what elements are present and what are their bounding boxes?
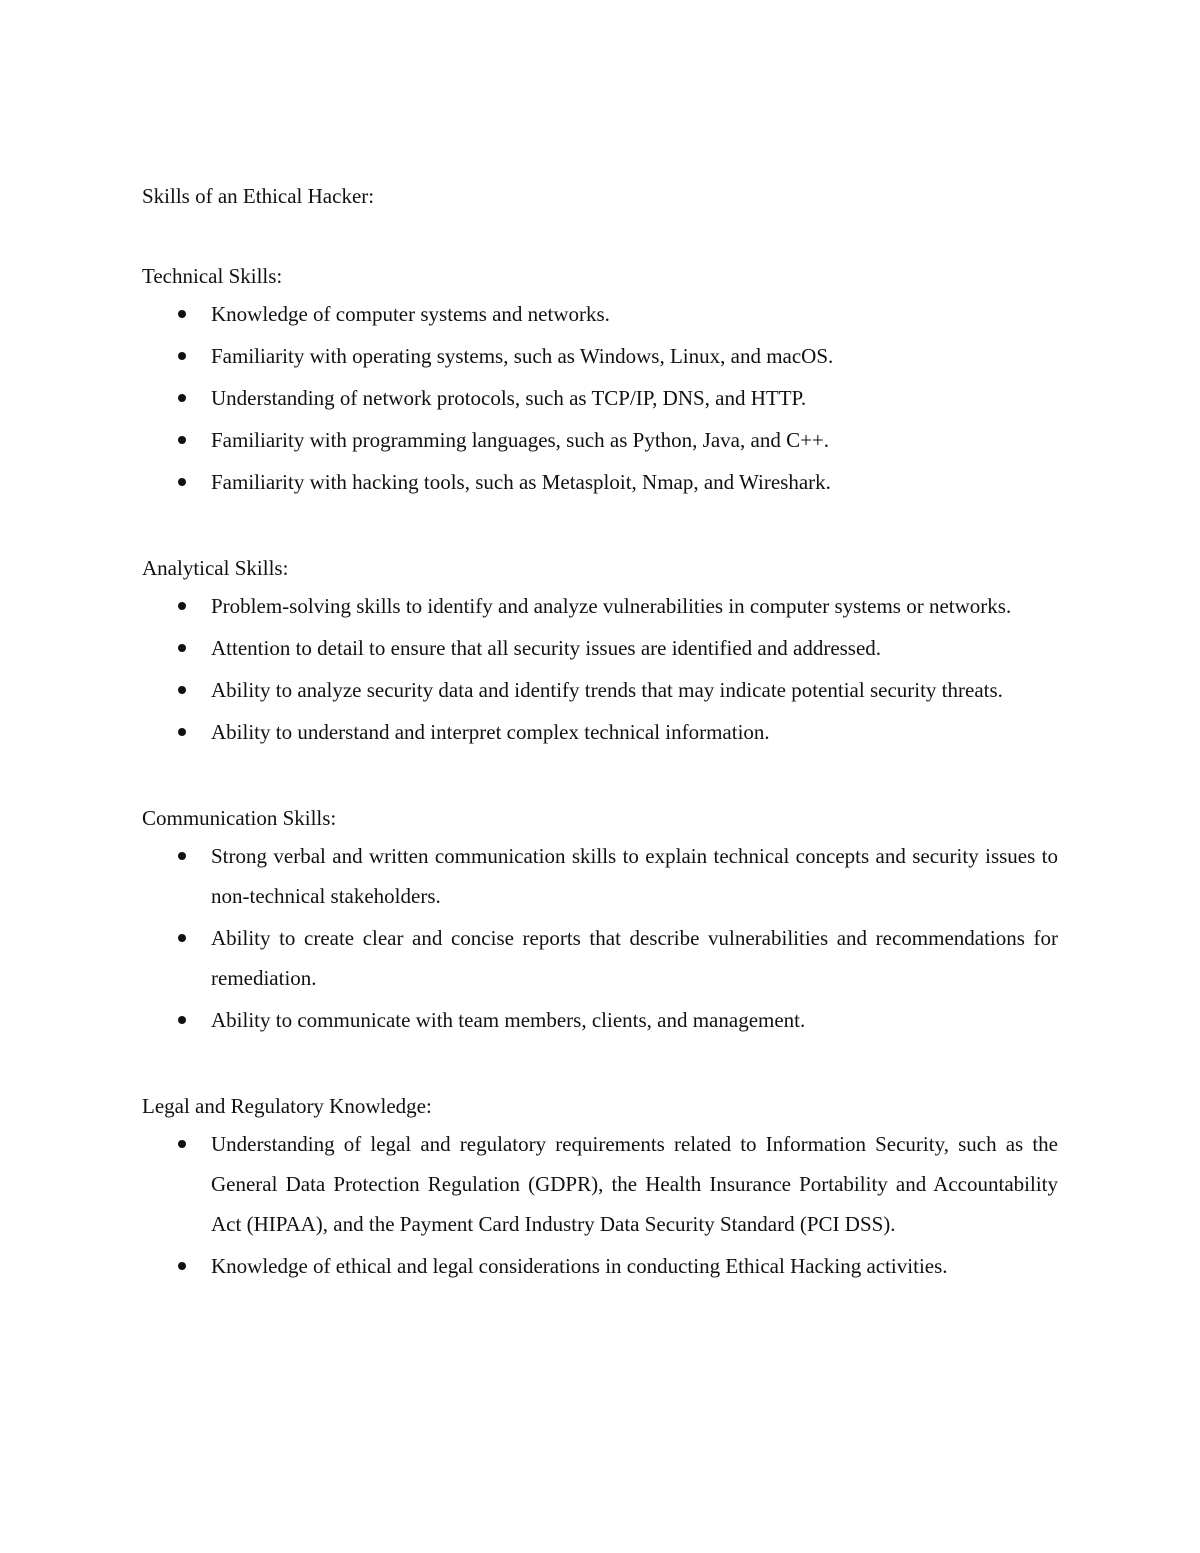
list-item: Ability to analyze security data and identify trends that may indicate potential security threats. [142, 670, 1058, 710]
section-heading: Technical Skills: [142, 264, 283, 288]
bullet-icon [178, 602, 186, 610]
bullet-icon [178, 852, 186, 860]
list-item: Understanding of legal and regulatory requirements related to Information Security, such as the General Data Protection Regulation (GDPR), the Health Insurance Portability and Accountability Act (HIPAA), and the Payment Card Industry Data Security Standard (PCI DSS). [142, 1124, 1058, 1244]
bullet-icon [178, 686, 186, 694]
list-item: Understanding of network protocols, such as TCP/IP, DNS, and HTTP. [142, 378, 1058, 418]
section-legal-regulatory-knowledge [142, 1090, 1058, 1286]
list-item: Problem-solving skills to identify and analyze vulnerabilities in computer systems or networks. [142, 586, 1058, 626]
list-item: Strong verbal and written communication skills to explain technical concepts and security issues to non-technical stakeholders. [142, 836, 1058, 916]
section-technical-skills [142, 260, 1058, 502]
section-heading: Legal and Regulatory Knowledge: [142, 1094, 432, 1118]
list-item: Familiarity with operating systems, such as Windows, Linux, and macOS. [142, 336, 1058, 376]
bullet-icon [178, 352, 186, 360]
bullet-icon [178, 394, 186, 402]
list-item: Familiarity with hacking tools, such as Metasploit, Nmap, and Wireshark. [142, 462, 1058, 502]
bullet-icon [178, 1262, 186, 1270]
bullet-icon [178, 436, 186, 444]
document-title: Skills of an Ethical Hacker: [142, 184, 375, 208]
section-analytical-skills [142, 552, 1058, 752]
list-item: Ability to communicate with team members, clients, and management. [142, 1000, 1058, 1040]
bullet-icon [178, 310, 186, 318]
section-heading: Analytical Skills: [142, 556, 289, 580]
section-heading: Communication Skills: [142, 806, 337, 830]
list-item: Attention to detail to ensure that all security issues are identified and addressed. [142, 628, 1058, 668]
bullet-list [142, 1124, 1058, 1286]
list-item: Knowledge of ethical and legal considerations in conducting Ethical Hacking activities. [142, 1246, 1058, 1286]
document-page [142, 180, 1058, 1286]
bullet-list [142, 836, 1058, 1040]
bullet-list [142, 294, 1058, 502]
bullet-icon [178, 1016, 186, 1024]
bullet-icon [178, 644, 186, 652]
list-item: Ability to understand and interpret complex technical information. [142, 712, 1058, 752]
section-communication-skills [142, 802, 1058, 1040]
bullet-icon [178, 934, 186, 942]
bullet-icon [178, 728, 186, 736]
bullet-icon [178, 478, 186, 486]
bullet-list [142, 586, 1058, 752]
bullet-icon [178, 1140, 186, 1148]
list-item: Familiarity with programming languages, such as Python, Java, and C++. [142, 420, 1058, 460]
list-item: Knowledge of computer systems and networks. [142, 294, 1058, 334]
list-item: Ability to create clear and concise reports that describe vulnerabilities and recommendations for remediation. [142, 918, 1058, 998]
